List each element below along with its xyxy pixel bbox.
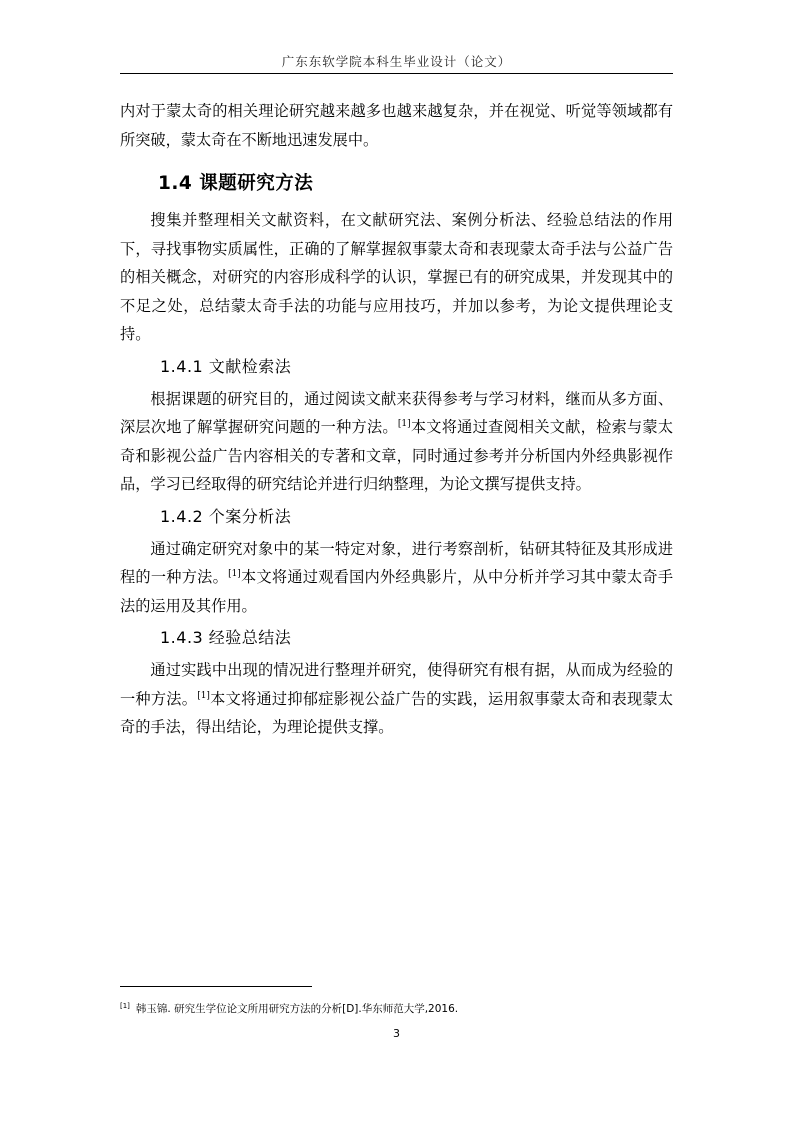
footnote-reference[interactable]: [1] (228, 569, 241, 579)
footnote-divider (120, 986, 312, 987)
subsection-heading-1-4-3: 1.4.3 经验总结法 (160, 628, 292, 647)
paragraph-text: 本文将通过观看国内外经典影片，从中分析并学习其中蒙太奇手法的运用及其作用。 (120, 568, 674, 615)
subsection-heading-1-4-1: 1.4.1 文献检索法 (160, 356, 292, 376)
paragraph-text: 根据课题的研究目的，通过阅读文献来获得参考与学习材料，继而从多方面、深层次地了解掌握研究问题的一种方法。 (120, 389, 673, 436)
intro-paragraph: 内对于蒙太奇的相关理论研究越来越多也越来越复杂，并在视觉、听觉等领域都有所突破，蒙太奇在不断地迅速发展中。 (120, 102, 673, 149)
section-1-4-paragraph: 搜集并整理相关文献资料，在文献研究法、案例分析法、经验总结法的作用下，寻找事物实质属性，正确的了解掌握叙事蒙太奇和表现蒙太奇手法与公益广告的相关概念，对研究的内容形成科学的认识，掌握已有的研究成果，并发现其中的不足之处，总结蒙太奇手法的功能与应用技巧，并加以参考，为论文提供理论支持。 (120, 211, 673, 343)
page-content (120, 97, 673, 742)
footnote-reference[interactable]: [1] (397, 419, 411, 429)
running-header: 广东东软学院本科生毕业设计（论文） (281, 54, 512, 69)
section-heading-1-4: 1.4 课题研究方法 (158, 173, 314, 194)
subsection-heading-1-4-2: 1.4.2 个案分析法 (160, 506, 292, 526)
paragraph-text: 本文将通过抑郁症影视公益广告的实践，运用叙事蒙太奇和表现蒙太奇的手法，得出结论，为理论提供支撑。 (120, 689, 674, 736)
paragraph-text: 通过实践中出现的情况进行整理并研究，使得研究有根有据，从而成为经验的一种方法。 (120, 661, 673, 708)
footnote-text: 韩玉锦. 研究生学位论文所用研究方法的分析[D].华东师范大学,2016. (135, 1003, 459, 1015)
paragraph-text: 通过确定研究对象中的某一特定对象，进行考察剖析，钻研其特征及其形成进程的一种方法。 (120, 539, 673, 586)
subsection-1-4-3-paragraph (120, 656, 673, 742)
footnote (120, 998, 673, 1017)
footnote-reference[interactable]: [1] (197, 690, 210, 701)
paragraph-text: 本文将通过查阅相关文献，检索与蒙太奇和影视公益广告内容相关的专著和文章，同时通过参考并分析国内外经典影视作品，学习已经取得的研究结论并进行归纳整理，为论文撰写提供支持。 (120, 418, 674, 493)
subsection-1-4-1-paragraph (120, 385, 673, 499)
footnote-marker: [1] (120, 1002, 130, 1010)
header-divider (120, 73, 673, 74)
page-number: 3 (393, 1027, 400, 1040)
subsection-1-4-2-paragraph (120, 535, 673, 621)
